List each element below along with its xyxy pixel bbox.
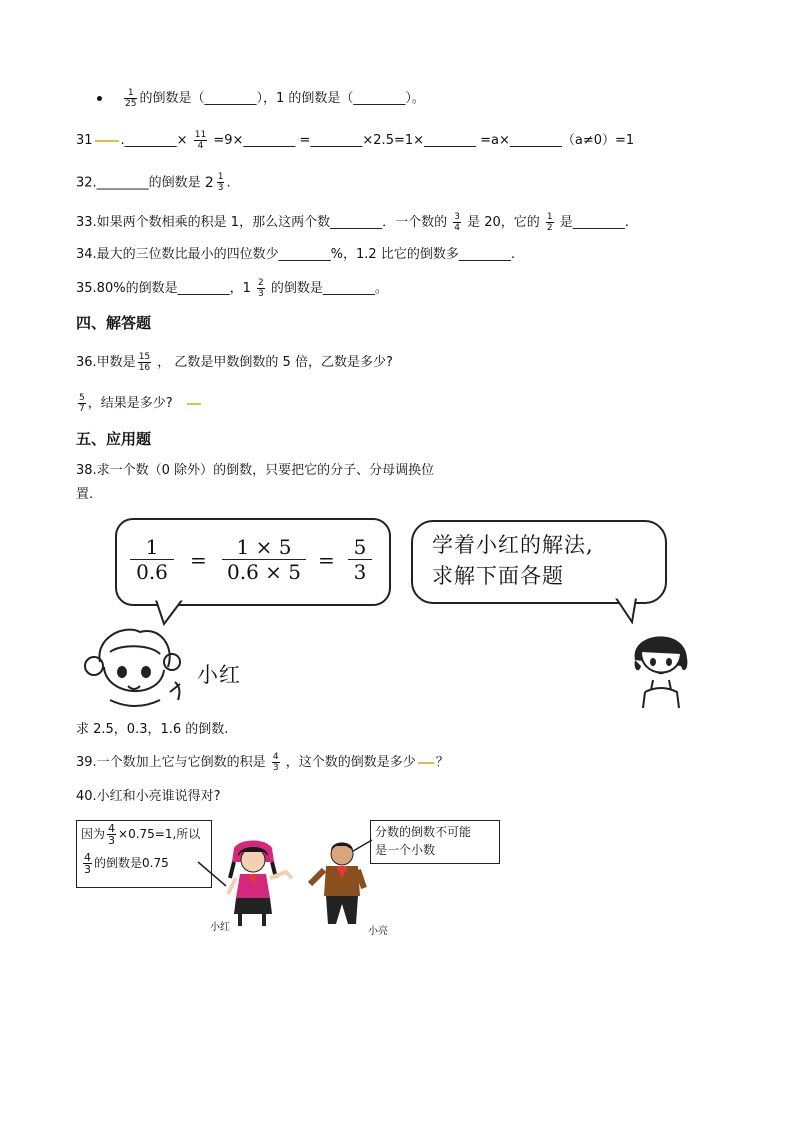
question-39 bbox=[76, 752, 449, 773]
numerator: 2 bbox=[257, 278, 264, 288]
question-text: . bbox=[226, 175, 231, 191]
fraction bbox=[257, 278, 265, 299]
equation-fraction-c bbox=[348, 535, 372, 584]
xiaohong-figure bbox=[220, 838, 300, 928]
question-36 bbox=[76, 352, 393, 373]
numerator: 3 bbox=[454, 212, 460, 222]
denominator: 16 bbox=[138, 363, 151, 373]
fraction bbox=[124, 88, 137, 109]
xiaohong-statement-box bbox=[76, 820, 212, 888]
question-32 bbox=[76, 172, 231, 194]
question-text: .________× bbox=[120, 133, 188, 148]
numerator: 11 bbox=[194, 130, 207, 140]
fraction bbox=[272, 752, 280, 773]
numerator: 1 × 5 bbox=[222, 535, 306, 560]
question-text: 33.如果两个数相乘的积是 1，那么这两个数________．一个数的 bbox=[76, 215, 448, 230]
denominator: 3 bbox=[257, 289, 264, 299]
question-38-line2: 置. bbox=[76, 487, 94, 502]
question-33 bbox=[76, 212, 629, 233]
xiaohong-illustration bbox=[80, 622, 190, 712]
mixed-number bbox=[205, 172, 227, 193]
xiaohong-name: 小红 bbox=[197, 663, 241, 687]
statement-line-2 bbox=[81, 852, 207, 875]
statement-text: ×0.75=1,所以 bbox=[118, 827, 201, 841]
fraction bbox=[78, 393, 86, 414]
denominator: 3 bbox=[272, 763, 279, 773]
question-text: 39.一个数加上它与它倒数的积是 bbox=[76, 755, 266, 770]
question-number: 31 bbox=[76, 133, 93, 148]
question-text: 35.80%的倒数是________，1 bbox=[76, 281, 251, 296]
statement-text: 是一个小数 bbox=[375, 843, 436, 857]
xiaohong-caption: 小红 bbox=[210, 922, 230, 933]
numerator: 4 bbox=[272, 752, 279, 762]
question-text: ， 乙数是甲数倒数的 5 倍，乙数是多少? bbox=[157, 355, 393, 370]
numerator: 4 bbox=[84, 851, 91, 864]
question-38-task: 求 2.5，0.3，1.6 的倒数. bbox=[76, 722, 229, 737]
whole-part: 2 bbox=[204, 174, 214, 191]
question-31 bbox=[76, 130, 634, 151]
equation-fraction-b bbox=[222, 535, 306, 584]
fraction bbox=[453, 212, 461, 233]
question-text: 36.甲数是 bbox=[76, 355, 136, 370]
statement-text: 的倒数是0.75 bbox=[94, 856, 169, 870]
numerator: 1 bbox=[217, 172, 224, 182]
student-illustration bbox=[625, 622, 695, 710]
fraction bbox=[546, 212, 554, 233]
question-text: 32.________的倒数是 bbox=[76, 175, 201, 191]
question-40: 40.小红和小亮谁说得对? bbox=[76, 789, 221, 804]
question-37 bbox=[76, 393, 203, 414]
numerator: 4 bbox=[108, 822, 116, 835]
numerator: 15 bbox=[138, 352, 151, 362]
instruction-line-2: 求解下面各题 bbox=[432, 564, 564, 588]
question-text: ？ bbox=[435, 755, 449, 770]
denominator: 4 bbox=[454, 223, 460, 233]
fraction bbox=[138, 352, 151, 373]
xiaoliang-figure bbox=[306, 838, 372, 928]
equals-sign: = bbox=[190, 548, 207, 572]
denominator: 0.6 × 5 bbox=[226, 560, 301, 584]
xiaoliang-statement-box bbox=[370, 820, 500, 864]
denominator: 3 bbox=[108, 834, 116, 847]
question-text: 是________. bbox=[559, 215, 629, 230]
statement-text: 分数的倒数不可能 bbox=[375, 825, 472, 839]
equals-sign: = bbox=[318, 548, 335, 572]
fraction bbox=[194, 130, 207, 151]
list-bullet bbox=[97, 96, 102, 101]
denominator: 3 bbox=[84, 863, 91, 876]
numerator: 1 bbox=[546, 212, 553, 222]
numerator: 1 bbox=[130, 535, 174, 560]
bubble-tail bbox=[612, 596, 642, 624]
denominator: 3 bbox=[353, 560, 367, 584]
denominator: 7 bbox=[79, 404, 85, 414]
statement-text: 因为 bbox=[81, 827, 106, 841]
question-38-line1: 38.求一个数（0 除外）的倒数，只要把它的分子、分母调换位 bbox=[76, 463, 435, 478]
xiaoliang-caption: 小亮 bbox=[368, 926, 388, 937]
question-text: ，这个数的倒数是多少 bbox=[285, 755, 416, 770]
numerator: 1 bbox=[124, 88, 137, 99]
question-35 bbox=[76, 278, 388, 299]
scribble-mark bbox=[95, 140, 119, 142]
instruction-line-1: 学着小红的解法, bbox=[432, 533, 594, 557]
denominator: 25 bbox=[125, 99, 137, 109]
question-text: 是 20，它的 bbox=[467, 215, 540, 230]
question-text: 34.最大的三位数比最小的四位数少________%，1.2 比它的倒数多________. bbox=[76, 247, 515, 262]
numerator: 5 bbox=[79, 393, 85, 403]
scribble-mark bbox=[418, 762, 434, 764]
question-text: =9×________ =________×2.5=1×________ =a×________（a≠0）=1 bbox=[213, 133, 635, 148]
question-text: 的倒数是（________），1 的倒数是（________）。 bbox=[139, 91, 425, 106]
denominator: 2 bbox=[546, 223, 553, 233]
denominator: 0.6 bbox=[136, 560, 168, 584]
fraction bbox=[83, 852, 92, 875]
denominator: 4 bbox=[197, 141, 204, 151]
question-text: 的倒数是________。 bbox=[270, 281, 388, 296]
question-text: ，结果是多少? bbox=[87, 396, 173, 411]
question-30 bbox=[122, 88, 425, 109]
fraction bbox=[217, 172, 225, 193]
equation-fraction-a bbox=[130, 535, 174, 584]
fraction bbox=[107, 823, 116, 846]
statement-line-1 bbox=[81, 823, 207, 846]
section-title: 五、应用题 bbox=[76, 430, 152, 448]
scribble-mark bbox=[187, 403, 201, 405]
numerator: 5 bbox=[348, 535, 372, 560]
denominator: 3 bbox=[217, 183, 224, 193]
question-34 bbox=[76, 245, 515, 265]
section-title: 四、解答题 bbox=[76, 314, 152, 332]
